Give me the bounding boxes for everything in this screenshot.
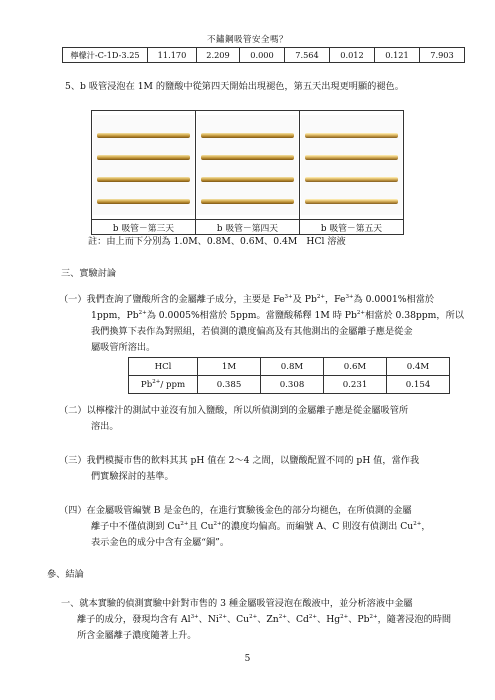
table-cell: 0.000 bbox=[240, 48, 285, 63]
table-cell: 2.209 bbox=[197, 48, 240, 63]
discussion-1-line-4: 屬吸管所溶出。 bbox=[91, 342, 156, 353]
conclusion-1-line-3: 所含金屬離子濃度隨著上升。 bbox=[77, 630, 197, 641]
photo-cell-day5 bbox=[300, 111, 404, 220]
photo-table bbox=[91, 110, 404, 235]
table-cell: 7.564 bbox=[285, 48, 330, 63]
discussion-2-line-2: 溶出。 bbox=[91, 421, 119, 432]
discussion-1-line-1: （一）我們查詢了鹽酸所含的金屬離子成分，主要是 $Fe^{3+}$及 $Pb^{2+}$，$Fe^{3+}$為 0.0001%相當於 bbox=[59, 293, 435, 305]
table-cell: 0.121 bbox=[375, 48, 420, 63]
discussion-4-line-2: 離子中不僅偵測到 $Cu^{2+}$且 $Cu^{2+}$的濃度均偏高。而編號 A、C 則沒有偵測出 $Cu^{2+}$， bbox=[91, 520, 431, 532]
table-header-cell: 0.6M bbox=[324, 358, 387, 376]
straw-photo-day4 bbox=[197, 115, 298, 215]
table-cell: 檸檬汁-C-1D-3.25 bbox=[63, 48, 148, 63]
data-table-top bbox=[62, 47, 465, 63]
table-row bbox=[92, 111, 404, 220]
item-5-text: 5、b 吸管浸泡在 1M 的鹽酸中從第四天開始出現褪色，第五天出現更明顯的褪色。 bbox=[65, 81, 404, 92]
hcl-reference-table bbox=[128, 357, 450, 394]
photo-caption: b 吸管－第五天 bbox=[300, 220, 404, 235]
table-cell: 0.385 bbox=[198, 376, 261, 394]
table-cell: 0.154 bbox=[387, 376, 450, 394]
table-header-cell: HCl bbox=[129, 358, 198, 376]
table-row-label: $Pb^{2+}/$ ppm bbox=[129, 376, 198, 394]
discussion-1-line-2: 1ppm，$Pb^{2+}$為 0.0005%相當於 5ppm。當鹽酸稀釋 1M 時 $Pb^{2+}$相當於 0.38ppm，所以 bbox=[91, 309, 464, 321]
table-cell: 7.903 bbox=[420, 48, 465, 63]
photo-caption: b 吸管－第四天 bbox=[196, 220, 300, 235]
conclusion-1-line-1: 一、就本實驗的偵測實驗中針對市售的 3 種金屬吸管浸泡在酸液中，並分析溶液中金屬 bbox=[61, 598, 413, 609]
section-4-title: 參、結論 bbox=[47, 569, 84, 580]
table-header-cell: 1M bbox=[198, 358, 261, 376]
discussion-3-line-1: （三）我們模擬市售的飲料其其 pH 值在 2～4 之間，以鹽酸配置不同的 pH 值，當作我 bbox=[59, 455, 420, 466]
page-number: 5 bbox=[244, 654, 251, 664]
table-row bbox=[129, 376, 450, 394]
photo-cell-day3 bbox=[92, 111, 196, 220]
table-cell: 0.308 bbox=[261, 376, 324, 394]
table-header-cell: 0.8M bbox=[261, 358, 324, 376]
table-cell: 0.231 bbox=[324, 376, 387, 394]
photo-note: 註：由上而下分別為 1.0M、0.8M、0.6M、0.4M HCl 溶液 bbox=[88, 236, 346, 247]
discussion-4-line-3: 表示金色的成分中含有金屬“銅”。 bbox=[91, 537, 230, 548]
table-row bbox=[63, 48, 465, 63]
discussion-1-line-3: 我們換算下表作為對照組，若偵測的濃度偏高及有其他測出的金屬離子應是從金 bbox=[91, 326, 413, 337]
conclusion-1-line-2: 離子的成分，發現均含有 $Al^{3+}$、$Ni^{2+}$、$Cu^{2+}$、$Zn^{2+}$、$Cd^{2+}$、$Hg^{2+}$、$Pb^{2+}$，隨著浸泡的時間 bbox=[77, 613, 452, 625]
table-row bbox=[129, 358, 450, 376]
straw-photo-day5 bbox=[301, 115, 402, 215]
discussion-2-line-1: （二）以檸檬汁的測試中並沒有加入鹽酸，所以所偵測到的金屬離子應是從金屬吸管所 bbox=[59, 405, 409, 416]
discussion-4-line-1: （四）在金屬吸管編號 B 是金色的，在進行實驗後金色的部分均褪色，在所偵測的金屬 bbox=[59, 505, 412, 516]
photo-caption: b 吸管－第三天 bbox=[92, 220, 196, 235]
table-cell: 11.170 bbox=[148, 48, 197, 63]
caption-row bbox=[92, 220, 404, 235]
section-3-title: 三、實驗討論 bbox=[61, 268, 117, 279]
table-header-cell: 0.4M bbox=[387, 358, 450, 376]
page-header-title: 不鏽鋼吸管安全嗎？ bbox=[206, 35, 288, 45]
discussion-3-line-2: 們實驗探討的基準。 bbox=[91, 471, 174, 482]
photo-cell-day4 bbox=[196, 111, 300, 220]
table-cell: 0.012 bbox=[330, 48, 375, 63]
straw-photo-day3 bbox=[93, 115, 194, 215]
